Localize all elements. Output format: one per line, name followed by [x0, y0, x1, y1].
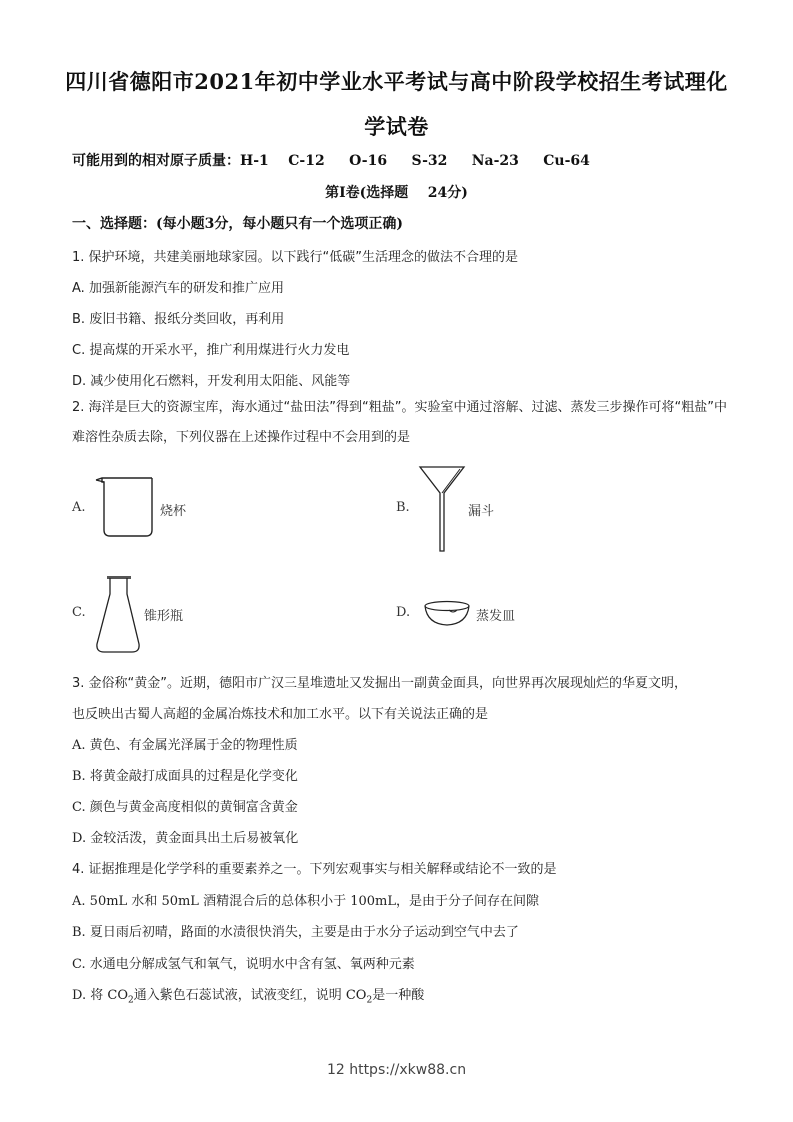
option-text: 漏斗 — [468, 504, 495, 519]
option-d — [72, 370, 350, 389]
option-text: 通入紫色石蕊试液，试液变红，说明 CO — [133, 988, 367, 1003]
question-stem — [72, 246, 518, 265]
option-a — [72, 734, 298, 753]
option-label: D. — [396, 605, 411, 620]
question-text: 保护环境，共建美丽地球家园。以下践行“低碳”生活理念的做法不合理的是 — [88, 250, 519, 265]
option-text: 金较活泼，黄金面具出土后易被氧化 — [90, 831, 299, 846]
option-b — [72, 308, 284, 327]
option-text: 蒸发皿 — [476, 609, 516, 624]
option-label: C. — [72, 957, 86, 972]
option-d — [72, 827, 298, 846]
option-label: C. — [72, 343, 86, 358]
beaker-icon — [94, 476, 156, 540]
option-text: 黄色、有金属光泽属于金的物理性质 — [89, 738, 298, 753]
option-c — [72, 796, 298, 815]
option-text: 50mL 水和 50mL 酒精混合后的总体积小于 100mL，是由于分子间存在间隙 — [89, 894, 539, 909]
option-text: 减少使用化石燃料，开发利用太阳能、风能等 — [90, 374, 351, 389]
option-b — [72, 765, 298, 784]
subscript: 2 — [366, 995, 373, 1006]
document-title-line1: 四川省德阳市2021年初中学业水平考试与高中阶段学校招生考试理化 — [65, 69, 728, 94]
option-a — [72, 890, 539, 909]
funnel-icon — [418, 465, 466, 553]
option-label: A. — [72, 894, 86, 909]
evaporating-dish-icon — [423, 600, 471, 628]
section-title: 一、选择题：(每小题3分，每小题只有一个选项正确) — [72, 216, 403, 232]
question-number: 3. — [72, 676, 85, 691]
option-text: 是一种酸 — [372, 988, 425, 1003]
option-label: D. — [72, 374, 87, 389]
question-number: 1. — [72, 250, 85, 265]
option-label: B. — [72, 925, 86, 940]
question-number: 4. — [72, 862, 85, 877]
option-label: A. — [72, 281, 85, 296]
option-text: 锥形瓶 — [144, 609, 184, 624]
option-text: 将黄金敲打成面具的过程是化学变化 — [89, 769, 298, 784]
option-text: 将 CO — [90, 988, 128, 1003]
option-text: 加强新能源汽车的研发和推广应用 — [88, 281, 284, 296]
option-c — [72, 339, 349, 358]
option-text: 烧杯 — [160, 504, 187, 519]
option-label: D. — [72, 988, 87, 1003]
option-label: C. — [72, 605, 86, 620]
question-stem — [72, 858, 557, 877]
question-text: 金俗称“黄金”。近期，德阳市广汉三星堆遗址又发掘出一副黄金面具，向世界再次展现灿烂的华夏文明， — [88, 676, 688, 691]
option-label: C. — [72, 800, 86, 815]
option-text: 夏日雨后初晴，路面的水渍很快消失，主要是由于水分子运动到空气中去了 — [89, 925, 519, 940]
option-text: 水通电分解成氢气和氧气，说明水中含有氢、氧两种元素 — [89, 957, 415, 972]
option-b — [72, 921, 519, 940]
option-label: A. — [72, 738, 86, 753]
document-title-line2: 学试卷 — [364, 114, 429, 139]
atomic-masses: 可能用到的相对原子质量：H-1 C-12 O-16 S-32 Na-23 Cu-64 — [72, 153, 590, 169]
question-number: 2. — [72, 400, 85, 415]
question-text: 证据推理是化学学科的重要素养之一。下列宏观事实与相关解释或结论不一致的是 — [88, 862, 557, 877]
part-title: 第Ⅰ卷(选择题 24分) — [325, 185, 468, 201]
subscript: 2 — [127, 995, 134, 1006]
option-d — [72, 984, 424, 1006]
option-label: A. — [72, 500, 86, 515]
option-label: B. — [72, 769, 86, 784]
option-label: B. — [396, 500, 410, 515]
question-stem-line1 — [72, 672, 687, 691]
conical-flask-icon — [94, 574, 142, 656]
option-a — [72, 277, 284, 296]
option-text: 颜色与黄金高度相似的黄铜富含黄金 — [89, 800, 298, 815]
option-label: B. — [72, 312, 86, 327]
question-text: 海洋是巨大的资源宝库，海水通过“盐田法”得到“粗盐”。实验室中通过溶解、过滤、蒸发三步操作可将“粗盐”中难溶性杂质去除，下列仪器在上述操作过程中不会用到的是 — [72, 400, 727, 445]
option-c — [72, 953, 415, 972]
option-text: 废旧书籍、报纸分类回收，再利用 — [89, 312, 285, 327]
option-label: D. — [72, 831, 87, 846]
option-text: 提高煤的开采水平，推广利用煤进行火力发电 — [89, 343, 350, 358]
question-stem — [72, 393, 732, 453]
question-stem-line2: 也反映出古蜀人高超的金属冶炼技术和加工水平。以下有关说法正确的是 — [72, 707, 489, 722]
page-footer: 12 https://xkw88.cn — [326, 1062, 467, 1078]
